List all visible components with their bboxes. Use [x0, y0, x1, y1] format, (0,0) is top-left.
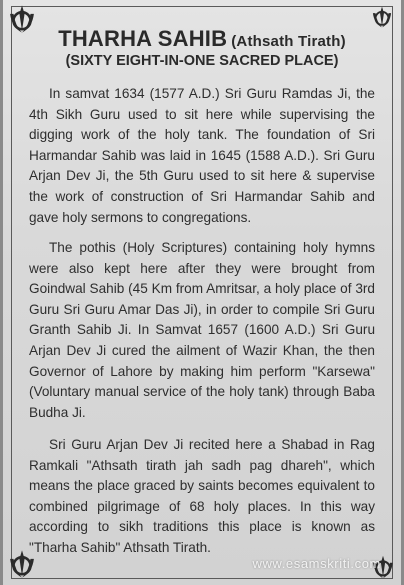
- sign-title-paren: (Athsath Tirath): [231, 33, 346, 50]
- watermark: www.esamskriti.com: [252, 556, 381, 571]
- paragraph-3: Sri Guru Arjan Dev Ji recited here a Shabad in Rag Ramkali "Athsath tirath jah sadh pag dhareh", which means the place graced by saints becomes equivalent to combined pilgrimage of 68 holy places. In this way according to sikh traditions this place is known as "Tharha Sahib" Athsath Tirath.: [29, 437, 375, 555]
- paragraph-1: In samvat 1634 (1577 A.D.) Sri Guru Ramdas Ji, the 4th Sikh Guru used to sit here while supervising the digging work of the holy tank. The foundation of Sri Harmandar Sahib was laid in 1645 (1588 A.D.). Sri Guru Arjan Dev Ji, the 5th Guru used to sit here & supervise the work of construction of Sri Harmandar Sahib and gave holy sermons to congregations.: [29, 86, 375, 225]
- sign-title: [3, 26, 401, 52]
- paragraph-2: The pothis (Holy Scriptures) containing holy hymns were also kept here after they were brought from Goindwal Sahib (45 Km from Amritsar, a holy place of 3rd Guru Sri Guru Amar Das Ji), in order to compile Sri Guru Granth Sahib Ji. In Samvat 1657 (1600 A.D.) Sri Guru Arjan Dev Ji cured the ailment of Wazir Khan, the then Governor of Lahore by making him perform "Karsewa" (Voluntary manual service of the holy tank) through Baba Budha Ji.: [29, 240, 375, 420]
- sign-subtitle: (SIXTY EIGHT-IN-ONE SACRED PLACE): [65, 53, 339, 69]
- sign-title-main: THARHA SAHIB: [58, 26, 228, 51]
